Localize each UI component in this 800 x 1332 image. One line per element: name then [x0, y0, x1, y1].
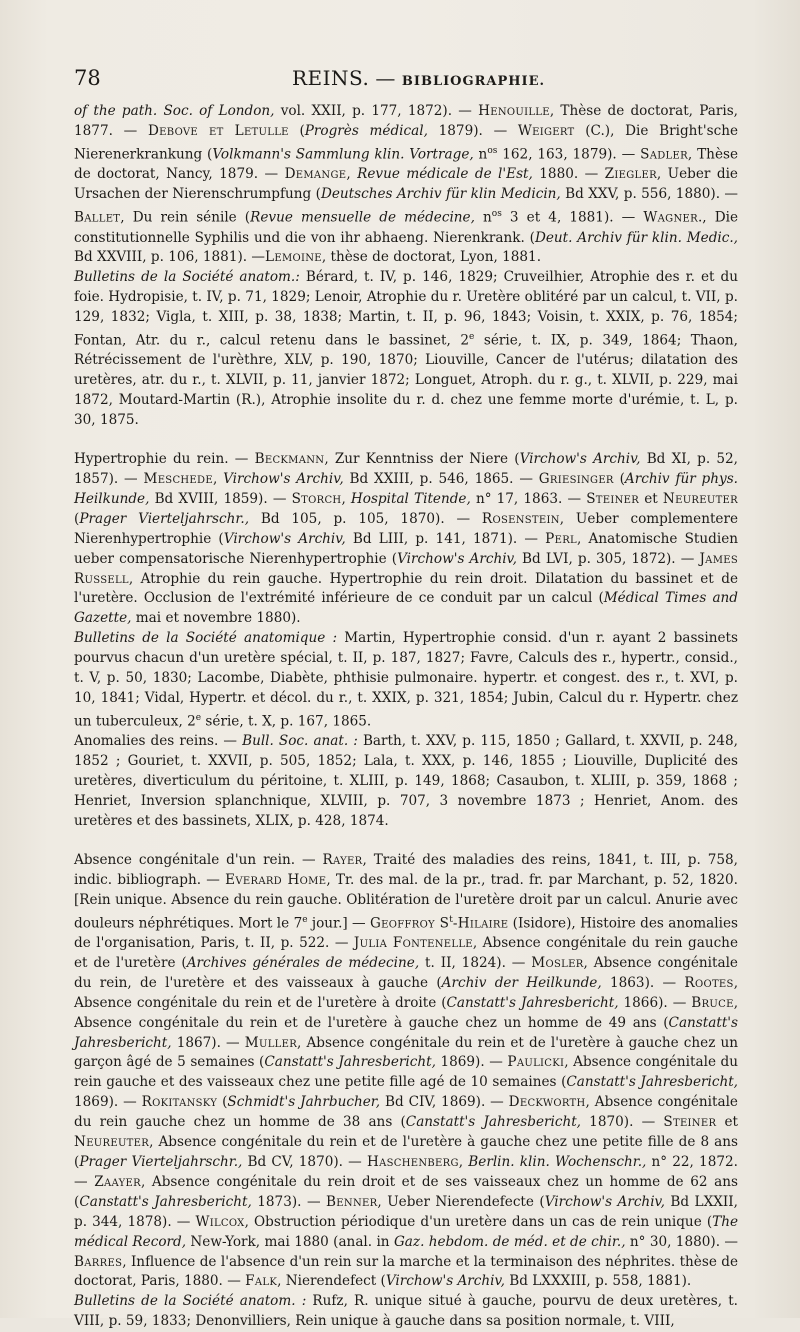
author-name: Deckworth — [508, 1094, 586, 1111]
text-run: Martin, Hypertrophie consid. d'un r. ayant 2 bassinets pourvus chacun d'un uretère spécial, t. II, p. 187, 1827; Favre, Calculs des r., hypertr., consid., t. V, p. 50, 1830; Lacombe, Diabète, phthisie pulmonaire. hypertr. et congest. des r., t. XVI, p. 10, 1841; Vidal, Hypertr. et décol. du r., t. XXIX, p. 321, 1854; Jubin, Calcul du r. Hypertr. chez un tuberculeux, 2 — [74, 630, 738, 730]
text-run: ., Die constitutionnelle Syphilis und die von ihr abhaeng. Nierenkrank. ( — [74, 209, 738, 246]
bibliography-paragraph — [74, 268, 738, 431]
journal-title: Canstatt's Jahresbericht, — [566, 1074, 738, 1091]
bibliography-paragraph — [74, 732, 738, 832]
author-name: Wagner — [643, 209, 698, 226]
text-run: 1873). — — [251, 1193, 326, 1210]
author-name: Rayer — [322, 851, 363, 868]
journal-title: Progrès médical, — [304, 122, 428, 139]
author-name: Perl — [545, 530, 577, 547]
text-run: , Absence congénitale du rein et de l'uretère à gauche chez un homme de 49 ans ( — [74, 994, 739, 1031]
text-run: n° 17, 1863. — — [470, 490, 587, 507]
text-run: Anomalies des reins. — — [74, 733, 243, 750]
text-run: Bd LXXII, p. 344, 1878). — — [74, 1193, 738, 1230]
journal-title: Bulletins de la Société anatom. : — [74, 1293, 307, 1310]
author-name: Lemoine — [265, 249, 322, 266]
bibliography-paragraph — [74, 629, 738, 732]
text-run: , Traité des maladies des reins, 1841, t. III, p. 758, indic. bibliograph. — — [74, 851, 738, 888]
text-run: , — [341, 490, 351, 507]
journal-title: Bull. Soc. anat. : — [242, 733, 358, 750]
text-run: , Zur Kenntniss der Niere ( — [324, 451, 520, 468]
author-name: Steiner — [586, 490, 640, 507]
text-run: , Influence de l'absence d'un rein sur la marche et la terminaison des néphrites. thèse de doctorat, Paris, 1880. — — [74, 1253, 738, 1290]
text-run: Bd XXVIII, p. 106, 1881). — — [74, 249, 266, 266]
text-run: Bd XVIII, 1859). — — [149, 490, 292, 507]
text-run: Bd LIII, p. 141, 1871). — — [345, 530, 546, 547]
journal-title: Canstatt's Jahresbericht, — [446, 994, 619, 1011]
text-run: , Ueber die Ursachen der Nierenschrumpfung ( — [74, 166, 738, 203]
text-run: Bd 105, p. 105, 1870). — — [249, 510, 482, 527]
text-run: Bérard, t. IV, p. 146, 1829; Cruveilhier, Atrophie des r. et du foie. Hydropisie, t. IV, p. 71, 1829; Lenoir, Atrophie du r. Uretère oblitéré par un calcul, t. VII, p. 129, 1832; Vigla, t. XIII, p. 38, 1838; Martin, t. II, p. 96, 1843; Voisin, t. XXIX, p. 76, 1854; Fontan, Atr. du r., calcul retenu dans le bassinet, 2 — [74, 269, 738, 349]
text-run: Bd LXXXIII, p. 558, 1881). — [504, 1273, 692, 1290]
journal-title: Canstatt's Jahresbericht, — [79, 1193, 252, 1210]
text-run: 1866). — — [618, 994, 692, 1011]
text-run: 1870). — — [581, 1114, 664, 1131]
text-run: , Ueber complementere Nierenhypertrophie ( — [74, 510, 739, 547]
author-name: Ballet — [74, 209, 121, 226]
author-name: Ziegler — [604, 166, 657, 183]
text-run: , Anatomische Studien ueber compensatorische Nierenhypertrophie ( — [74, 530, 739, 567]
text-run: Bd LVI, p. 305, 1872). — — [516, 550, 700, 567]
journal-title: Bulletins de la Société anatom.: — [74, 269, 300, 286]
author-name: Debove et Letulle — [147, 122, 289, 139]
journal-title: Archiv der Heilkunde, — [441, 974, 602, 991]
journal-title: Canstatt's Jahresbericht, — [405, 1114, 581, 1131]
title-separator: — — [375, 66, 396, 90]
superscript: e — [302, 914, 308, 925]
text-run: série, t. X, p. 167, 1865. — [201, 713, 372, 730]
superscript: e — [469, 332, 475, 343]
journal-title: Bulletins de la Société anatomique : — [74, 630, 338, 647]
author-name: Griesinger — [538, 471, 614, 487]
text-run: New-York, mai 1880 (anal. in — [186, 1233, 394, 1250]
bibliography-paragraph — [74, 450, 738, 629]
author-name: Falk — [245, 1273, 278, 1290]
text-run: Bd XI, p. 52, 1857). — — [74, 451, 738, 487]
journal-title: Archiv für phys. Heilkunde, — [74, 471, 738, 507]
journal-title: Berlin. klin. Wochenschr., — [468, 1153, 647, 1170]
section-title: BIBLIOGRAPHIE. — [401, 74, 546, 89]
author-name: Neureuter — [74, 1134, 150, 1151]
author-name: Weigert — [517, 122, 575, 139]
superscript: os — [487, 145, 498, 156]
author-name: Beckmann — [254, 451, 325, 468]
chapter-title: REINS. — [292, 66, 370, 90]
author-name: Mosler — [531, 954, 584, 971]
journal-title: Revue médicale de l'Est, — [357, 166, 533, 183]
text-run: , Tr. des mal. de la pr., trad. fr. par Marchant, p. 52, 1820. [Rein unique. Absence du rein gauche. Oblitération de l'uretère droit par un calcul. Anurie avec douleurs néphrétiques. Mort le 7 — [74, 871, 738, 932]
text-run: , Absence congénitale du rein gauche et de l'uretère ( — [74, 935, 738, 971]
text-run: 3 et 4, 1881). — — [501, 209, 644, 226]
author-name: Paulicki — [507, 1054, 565, 1071]
text-run: , Absence congénitale du rein et de l'uretère à gauche chez une petite fille de 8 ans ( — [74, 1134, 738, 1170]
journal-title: Virchow's Archiv, — [223, 530, 346, 547]
text-run: (Isidore), Histoire des anomalies de l'organisation, Paris, t. II, p. 522. — — [74, 915, 738, 951]
author-name: Zaayer — [94, 1173, 141, 1190]
author-name: Steiner — [663, 1114, 717, 1131]
text-run: ( — [74, 510, 80, 527]
text-run: , Ueber Nierendefecte ( — [377, 1193, 545, 1210]
author-name: Everard Home — [225, 871, 327, 888]
text-run: , Thèse de doctorat, Paris, 1877. — — [74, 103, 738, 139]
journal-title: Revue mensuelle de médecine, — [250, 209, 475, 226]
journal-title: Prager Vierteljahrschr., — [79, 1153, 243, 1170]
bibliography-paragraph — [74, 102, 738, 268]
journal-title: Volkmann's Sammlung klin. Vortrage, — [212, 146, 474, 163]
text-run: (C.), Die Bright'sche Nierenerkrankung ( — [74, 122, 739, 163]
text-run: n — [474, 209, 492, 226]
text-run: et — [639, 490, 663, 507]
text-run: Barth, t. XXV, p. 115, 1850 ; Gallard, t. XXVII, p. 248, 1852 ; Gouriet, t. XXVII, p. 505, 1852; Lala, t. XXX, p. 146, 1855 ; Liouville, Duplicité des uretères, diverticulum du péritoine, t. XLIII, p. 149, 1868; Casaubon, t. XLIII, p. 359, 1868 ; Henriet, Inversion splanchnique, XLVIII, p. 707, 3 novembre 1873 ; Henriet, Anom. des uretères et des bassinets, XLIX, p. 428, 1874. — [74, 733, 738, 829]
superscript: t — [449, 914, 453, 925]
author-name: Meschede — [143, 471, 213, 487]
author-name: Bruce — [691, 994, 734, 1011]
text-run: , Absence congénitale du rein gauche chez un homme de 38 ans ( — [74, 1094, 738, 1131]
text-run: ( — [217, 1094, 228, 1111]
journal-title: Schmidt's Jahrbucher, — [227, 1094, 381, 1111]
bibliography-paragraph — [74, 1292, 738, 1332]
author-name: Storch — [291, 490, 342, 507]
paragraph-gap — [74, 832, 738, 851]
text-run: Bd XXV, p. 556, 1880). — — [560, 186, 739, 203]
text-run: et — [716, 1114, 738, 1131]
text-run: n° 30, 1880). — — [625, 1233, 738, 1250]
text-run: , Absence congénitale du rein et de l'uretère à droite ( — [74, 974, 739, 1011]
journal-title: Hospital Titende, — [350, 490, 471, 507]
text-run: ( — [613, 471, 625, 487]
text-run: 1867). — — [171, 1034, 245, 1051]
journal-title: Gaz. hebdom. de méd. et de chir., — [393, 1233, 626, 1250]
author-name: Neureuter — [662, 490, 738, 507]
text-run: n° 22, 1872. — — [74, 1153, 738, 1190]
journal-title: of the path. Soc. of London, — [74, 103, 275, 119]
author-name: Julia Fontenelle — [353, 935, 473, 951]
author-name: James Russell — [74, 550, 738, 587]
running-title — [292, 66, 545, 90]
text-run: , Thèse de doctorat, Nancy, 1879. — — [74, 146, 739, 183]
journal-title: Virchow's Archiv, — [385, 1273, 505, 1290]
text-run: , Absence congénitale du rein et de l'uretère à gauche chez un garçon âgé de 5 semaines ( — [74, 1034, 738, 1071]
text-run: , — [346, 166, 358, 183]
text-run: Bd XXIII, p. 546, 1865. — — [343, 471, 539, 487]
text-run: mai et novembre 1880). — [131, 610, 301, 627]
journal-title: Médical Times and Gazette, — [74, 590, 739, 627]
journal-title: Canstatt's Jahresbericht, — [264, 1054, 436, 1071]
journal-title: Deutsches Archiv für klin Medicin, — [320, 186, 561, 203]
journal-title: Virchow's Archiv, — [544, 1193, 665, 1210]
text-run: série, t. IX, p. 349, 1864; Thaon, Rétrécissement de l'urèthre, XLV, p. 190, 1870; Liouville, Cancer de l'utérus; dilatation des uretères, atr. du r., t. XLVII, p. 11, janvier 1872; Longuet, Atroph. du r. g., t. XLVII, p. 229, mai 1872, Moutard-Martin (R.), Atrophie insolite du r. d. chez une femme morte d'urémie, t. L, p. 30, 1875. — [74, 332, 738, 429]
page-number: 78 — [74, 66, 101, 90]
journal-title: Archives générales de médecine, — [186, 954, 420, 971]
text-run: , thèse de doctorat, Lyon, 1881. — [321, 249, 542, 266]
text-run: , — [458, 1153, 469, 1170]
text-run: Bd CV, 1870). — — [242, 1153, 367, 1170]
author-name: Henouille — [478, 103, 550, 119]
text-run: jour.] — — [307, 915, 370, 932]
running-header — [74, 66, 738, 102]
text-run: Absence congénitale d'un rein. — — [74, 851, 323, 868]
text-run: , Absence congénitale du rein droit et de ses vaisseaux chez un homme de 62 ans ( — [74, 1173, 738, 1210]
text-run: Bd CIV, 1869). — — [380, 1094, 509, 1111]
text-run: 162, 163, 1879). — — [497, 146, 641, 163]
journal-title: Virchow's Archiv, — [223, 471, 344, 487]
author-name: -Hilaire — [452, 915, 509, 932]
text-run: , Nierendefect ( — [277, 1273, 386, 1290]
text-run: t. II, 1824). — — [419, 954, 532, 971]
text-run: vol. XXII, p. 177, 1872). — — [274, 103, 479, 119]
author-name: Rokitansky — [141, 1094, 218, 1111]
author-name: Barres — [74, 1253, 123, 1270]
text-run: , Atrophie du rein gauche. Hypertrophie du rein droit. Dilatation du bassinet et de l'uretère. Occlusion de l'extrémité inférieure de ce conduit par un calcul ( — [74, 570, 738, 607]
author-name: Benner — [326, 1193, 378, 1210]
journal-title: Virchow's Archiv, — [519, 451, 641, 468]
author-name: Rosenstein — [481, 510, 560, 527]
journal-title: Deut. Archiv für klin. Medic., — [534, 229, 738, 246]
journal-title: Canstatt's Jahresbericht, — [74, 1014, 738, 1051]
bibliography-paragraph — [74, 851, 738, 1292]
text-run: 1880. — — [532, 166, 605, 183]
text-run: 1869). — — [74, 1094, 142, 1111]
text-run: 1879). — — [427, 122, 518, 139]
text-run: , Absence congénitale du rein, de l'uretère et des vaisseaux à gauche ( — [74, 954, 738, 991]
author-name: Rootes — [684, 974, 734, 991]
author-name: Demange — [284, 166, 347, 183]
author-name: Wilcox — [195, 1213, 245, 1230]
superscript: e — [195, 712, 202, 723]
text-run: ( — [288, 122, 305, 139]
author-name: Geoffroy S — [370, 915, 450, 932]
text-run: Hypertrophie du rein. — — [74, 451, 255, 468]
text-run: n — [473, 146, 488, 163]
bibliography-text — [74, 102, 738, 1332]
text-run: , — [212, 471, 224, 487]
journal-title: Prager Vierteljahrschr., — [79, 510, 250, 527]
text-run: , Obstruction périodique d'un uretère dans un cas de rein unique ( — [244, 1213, 713, 1230]
text-run: 1863). — — [601, 974, 685, 991]
text-run: , Du rein sénile ( — [120, 209, 251, 226]
author-name: Haschenberg — [366, 1153, 459, 1170]
journal-title: Virchow's Archiv, — [397, 550, 517, 567]
author-name: Muller — [244, 1034, 298, 1051]
text-run: 1869). — — [435, 1054, 508, 1071]
paragraph-gap — [74, 431, 738, 450]
text-run: Rufz, R. unique situé à gauche, pourvu de deux uretères, t. VIII, p. 59, 1833; Denonvilliers, Rein unique à gauche dans sa position normale, t. VIII, — [74, 1293, 738, 1330]
text-run: , Absence congénitale du rein gauche et des vaisseaux chez une petite fille agé de 10 semaines ( — [74, 1054, 739, 1091]
journal-title: The médical Record, — [74, 1213, 738, 1250]
author-name: Sadler — [640, 146, 688, 163]
superscript: os — [491, 209, 502, 220]
